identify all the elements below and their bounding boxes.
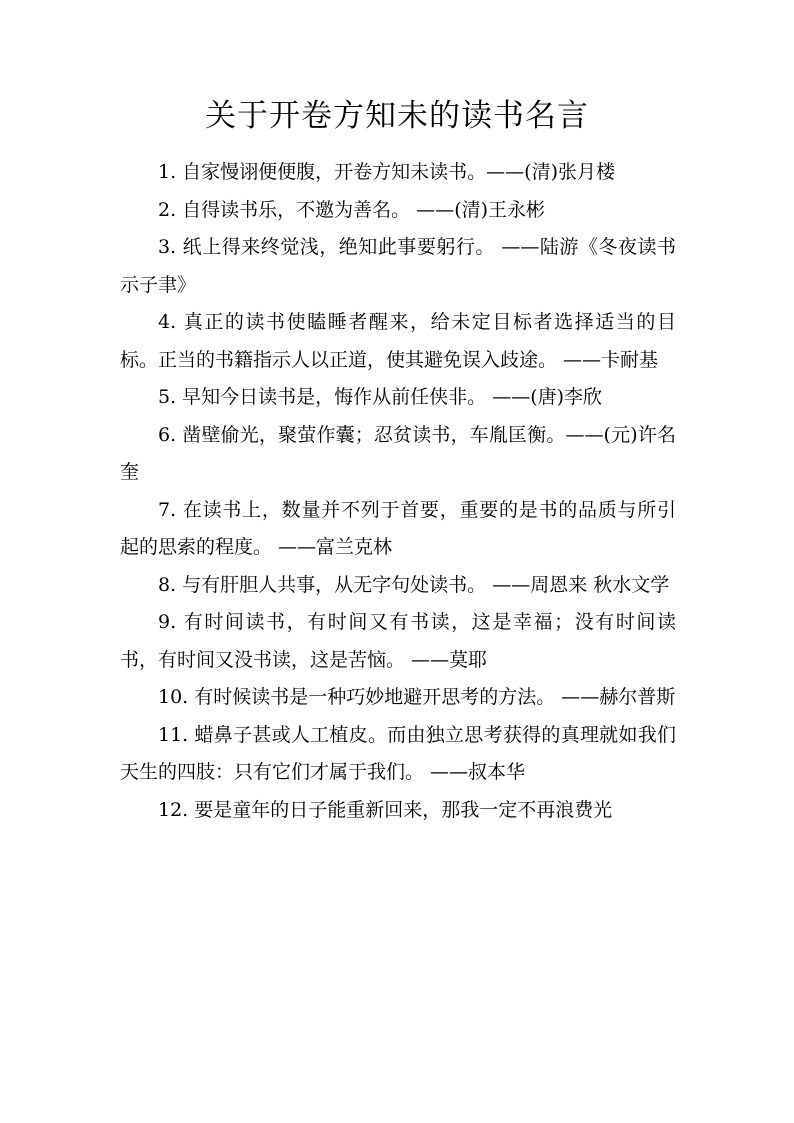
quote-item-8: 8. 与有肝胆人共事，从无字句处读书。 ——周恩来 秋水文学 xyxy=(158,573,670,596)
quote-item-10: 10. 有时候读书是一种巧妙地避开思考的方法。 ——赫尔普斯 xyxy=(158,686,676,708)
quote-item-11: 11. 蜡鼻子甚或人工植皮。而由独立思考获得的真理就如我们天生的四肢：只有它们才属于我们。 ——叔本华 xyxy=(120,723,676,783)
quote-item-2: 2. 自得读书乐，不邀为善名。 ——(清)王永彬 xyxy=(158,198,546,221)
quote-item-4: 4. 真正的读书使瞌睡者醒来，给未定目标者选择适当的目标。正当的书籍指示人以正道，使其避免误入歧途。 ——卡耐基 xyxy=(120,311,676,371)
quote-item-6: 6. 凿壁偷光，聚萤作囊；忍贫读书，车胤匡衡。——(元)许名奎 xyxy=(120,423,676,483)
quote-item-7: 7. 在读书上，数量并不列于首要，重要的是书的品质与所引起的思索的程度。 ——富兰克林 xyxy=(120,498,676,558)
quote-list xyxy=(120,154,676,829)
quote-item-3: 3. 纸上得来终觉浅，绝知此事要躬行。 ——陆游《冬夜读书示子聿》 xyxy=(120,236,676,296)
quote-item-9: 9. 有时间读书，有时间又有书读，这是幸福；没有时间读书，有时间又没书读，这是苦恼。 ——莫耶 xyxy=(120,611,676,671)
quote-item-1: 1. 自家慢诩便便腹，开卷方知未读书。——(清)张月楼 xyxy=(158,161,615,183)
page-title: 关于开卷方知未的读书名言 xyxy=(205,98,589,134)
quote-item-5: 5. 早知今日读书是，悔作从前任侠非。 ——(唐)李欣 xyxy=(158,386,603,408)
quote-item-12: 12. 要是童年的日子能重新回来，那我一定不再浪费光 xyxy=(158,798,613,821)
